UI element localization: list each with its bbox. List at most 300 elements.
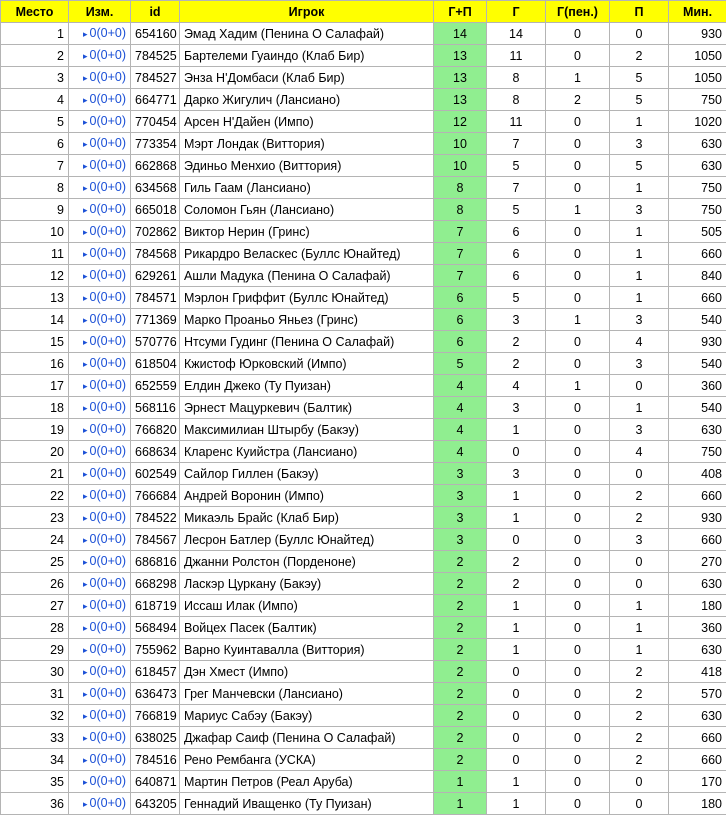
- assists-cell: 1: [610, 265, 669, 287]
- col-header-player[interactable]: Игрок: [180, 1, 434, 23]
- change-cell[interactable]: [69, 375, 131, 397]
- right-triangle-icon: ▸: [83, 359, 88, 369]
- goals-cell: 0: [487, 683, 546, 705]
- assists-cell: 3: [610, 353, 669, 375]
- col-header-id[interactable]: id: [131, 1, 180, 23]
- player-id-cell: 668298: [131, 573, 180, 595]
- assists-cell: 1: [610, 177, 669, 199]
- table-row[interactable]: [1, 287, 726, 309]
- change-cell[interactable]: [69, 463, 131, 485]
- place-cell: 17: [1, 375, 69, 397]
- minutes-cell: 630: [669, 133, 726, 155]
- table-row[interactable]: [1, 771, 726, 793]
- goals-assists-cell: 5: [434, 353, 487, 375]
- place-cell: 14: [1, 309, 69, 331]
- col-header-goals[interactable]: Г: [487, 1, 546, 23]
- col-header-place[interactable]: Место: [1, 1, 69, 23]
- minutes-cell: 505: [669, 221, 726, 243]
- player-name-cell[interactable]: Мэрт Лондак (Виттория): [180, 133, 434, 155]
- table-row[interactable]: [1, 89, 726, 111]
- assists-cell: 1: [610, 397, 669, 419]
- player-id-cell: 654160: [131, 23, 180, 45]
- penalty-goals-cell: 0: [546, 265, 610, 287]
- place-cell: 3: [1, 67, 69, 89]
- assists-cell: 1: [610, 287, 669, 309]
- goals-assists-cell: 8: [434, 177, 487, 199]
- change-cell[interactable]: [69, 683, 131, 705]
- change-cell[interactable]: [69, 507, 131, 529]
- place-cell: 1: [1, 23, 69, 45]
- penalty-goals-cell: 0: [546, 485, 610, 507]
- change-cell[interactable]: [69, 331, 131, 353]
- player-id-cell: 662868: [131, 155, 180, 177]
- player-id-cell: 618504: [131, 353, 180, 375]
- table-row[interactable]: [1, 617, 726, 639]
- penalty-goals-cell: 0: [546, 529, 610, 551]
- minutes-cell: 750: [669, 177, 726, 199]
- goals-cell: 0: [487, 661, 546, 683]
- change-value: 0(0+0): [90, 774, 126, 788]
- player-id-cell: 770454: [131, 111, 180, 133]
- table-body: [1, 23, 726, 815]
- table-row[interactable]: [1, 331, 726, 353]
- goals-cell: 8: [487, 67, 546, 89]
- player-id-cell: 784571: [131, 287, 180, 309]
- assists-cell: 2: [610, 683, 669, 705]
- place-cell: 19: [1, 419, 69, 441]
- table-row[interactable]: [1, 45, 726, 67]
- table-row[interactable]: [1, 485, 726, 507]
- goals-cell: 5: [487, 287, 546, 309]
- place-cell: 36: [1, 793, 69, 815]
- change-cell[interactable]: [69, 23, 131, 45]
- assists-cell: 3: [610, 133, 669, 155]
- right-triangle-icon: ▸: [83, 711, 88, 721]
- change-value: 0(0+0): [90, 224, 126, 238]
- table-row[interactable]: [1, 221, 726, 243]
- penalty-goals-cell: 0: [546, 221, 610, 243]
- goals-assists-cell: 7: [434, 221, 487, 243]
- assists-cell: 1: [610, 639, 669, 661]
- place-cell: 26: [1, 573, 69, 595]
- player-name-cell[interactable]: Микаэль Брайс (Клаб Бир): [180, 507, 434, 529]
- minutes-cell: 660: [669, 485, 726, 507]
- table-row[interactable]: [1, 419, 726, 441]
- change-cell[interactable]: [69, 155, 131, 177]
- right-triangle-icon: ▸: [83, 491, 88, 501]
- place-cell: 12: [1, 265, 69, 287]
- right-triangle-icon: ▸: [83, 161, 88, 171]
- place-cell: 28: [1, 617, 69, 639]
- player-name-cell[interactable]: Энза Н'Домбаси (Клаб Бир): [180, 67, 434, 89]
- change-cell[interactable]: [69, 199, 131, 221]
- table-row[interactable]: [1, 155, 726, 177]
- table-row[interactable]: [1, 67, 726, 89]
- goals-assists-cell: 3: [434, 507, 487, 529]
- assists-cell: 2: [610, 45, 669, 67]
- penalty-goals-cell: 0: [546, 463, 610, 485]
- table-row[interactable]: [1, 243, 726, 265]
- player-name-cell[interactable]: Джафар Саиф (Пенина О Салафай): [180, 727, 434, 749]
- minutes-cell: 750: [669, 441, 726, 463]
- change-value: 0(0+0): [90, 554, 126, 568]
- assists-cell: 0: [610, 573, 669, 595]
- change-cell[interactable]: [69, 221, 131, 243]
- table-row[interactable]: [1, 595, 726, 617]
- player-id-cell: 784522: [131, 507, 180, 529]
- change-value: 0(0+0): [90, 400, 126, 414]
- change-value: 0(0+0): [90, 92, 126, 106]
- change-value: 0(0+0): [90, 378, 126, 392]
- place-cell: 27: [1, 595, 69, 617]
- right-triangle-icon: ▸: [83, 623, 88, 633]
- change-cell[interactable]: [69, 419, 131, 441]
- table-row[interactable]: [1, 397, 726, 419]
- goals-assists-cell: 12: [434, 111, 487, 133]
- table-row[interactable]: [1, 573, 726, 595]
- change-value: 0(0+0): [90, 114, 126, 128]
- minutes-cell: 660: [669, 727, 726, 749]
- right-triangle-icon: ▸: [83, 183, 88, 193]
- player-name-cell[interactable]: Елдин Джеко (Ту Пуизан): [180, 375, 434, 397]
- table-row[interactable]: [1, 111, 726, 133]
- change-cell[interactable]: [69, 265, 131, 287]
- player-name-cell[interactable]: Гиль Гаам (Лансиано): [180, 177, 434, 199]
- player-id-cell: 664771: [131, 89, 180, 111]
- goals-cell: 6: [487, 243, 546, 265]
- minutes-cell: 630: [669, 705, 726, 727]
- minutes-cell: 930: [669, 507, 726, 529]
- place-cell: 2: [1, 45, 69, 67]
- penalty-goals-cell: 0: [546, 595, 610, 617]
- change-cell[interactable]: [69, 133, 131, 155]
- player-name-cell[interactable]: Грег Манчевски (Лансиано): [180, 683, 434, 705]
- change-cell[interactable]: [69, 89, 131, 111]
- right-triangle-icon: ▸: [83, 689, 88, 699]
- player-id-cell: 668634: [131, 441, 180, 463]
- table-row[interactable]: [1, 507, 726, 529]
- change-cell[interactable]: [69, 45, 131, 67]
- change-cell[interactable]: [69, 67, 131, 89]
- minutes-cell: 408: [669, 463, 726, 485]
- right-triangle-icon: ▸: [83, 425, 88, 435]
- player-name-cell[interactable]: Дэн Хмест (Импо): [180, 661, 434, 683]
- assists-cell: 1: [610, 221, 669, 243]
- col-header-change[interactable]: Изм.: [69, 1, 131, 23]
- player-id-cell: 755962: [131, 639, 180, 661]
- place-cell: 8: [1, 177, 69, 199]
- player-name-cell[interactable]: Кжистоф Юрковский (Импо): [180, 353, 434, 375]
- place-cell: 21: [1, 463, 69, 485]
- goals-cell: 3: [487, 397, 546, 419]
- penalty-goals-cell: 0: [546, 793, 610, 815]
- change-cell[interactable]: [69, 661, 131, 683]
- player-name-cell[interactable]: Ласкэр Цуркану (Бакэу): [180, 573, 434, 595]
- player-name-cell[interactable]: Арсен Н'Дайен (Импо): [180, 111, 434, 133]
- player-id-cell: 771369: [131, 309, 180, 331]
- place-cell: 11: [1, 243, 69, 265]
- goals-assists-cell: 7: [434, 265, 487, 287]
- right-triangle-icon: ▸: [83, 227, 88, 237]
- player-name-cell[interactable]: Иссаш Илак (Импо): [180, 595, 434, 617]
- minutes-cell: 840: [669, 265, 726, 287]
- penalty-goals-cell: 0: [546, 419, 610, 441]
- place-cell: 9: [1, 199, 69, 221]
- minutes-cell: 630: [669, 419, 726, 441]
- assists-cell: 4: [610, 441, 669, 463]
- change-cell[interactable]: [69, 705, 131, 727]
- header-row: [1, 1, 726, 23]
- change-cell[interactable]: [69, 771, 131, 793]
- assists-cell: 2: [610, 507, 669, 529]
- table-row[interactable]: [1, 727, 726, 749]
- penalty-goals-cell: 0: [546, 155, 610, 177]
- right-triangle-icon: ▸: [83, 733, 88, 743]
- goals-cell: 4: [487, 375, 546, 397]
- assists-cell: 2: [610, 661, 669, 683]
- goals-cell: 2: [487, 331, 546, 353]
- table-row[interactable]: [1, 309, 726, 331]
- assists-cell: 5: [610, 155, 669, 177]
- place-cell: 4: [1, 89, 69, 111]
- change-cell[interactable]: [69, 749, 131, 771]
- penalty-goals-cell: 0: [546, 573, 610, 595]
- player-name-cell[interactable]: Дарко Жигулич (Лансиано): [180, 89, 434, 111]
- goals-cell: 1: [487, 771, 546, 793]
- change-value: 0(0+0): [90, 664, 126, 678]
- right-triangle-icon: ▸: [83, 249, 88, 259]
- minutes-cell: 930: [669, 331, 726, 353]
- minutes-cell: 170: [669, 771, 726, 793]
- minutes-cell: 660: [669, 529, 726, 551]
- place-cell: 18: [1, 397, 69, 419]
- place-cell: 10: [1, 221, 69, 243]
- player-id-cell: 568494: [131, 617, 180, 639]
- change-value: 0(0+0): [90, 158, 126, 172]
- place-cell: 22: [1, 485, 69, 507]
- goals-cell: 6: [487, 221, 546, 243]
- player-name-cell[interactable]: Рено Рембанга (УСКА): [180, 749, 434, 771]
- change-value: 0(0+0): [90, 620, 126, 634]
- change-cell[interactable]: [69, 727, 131, 749]
- change-cell[interactable]: [69, 111, 131, 133]
- table-row[interactable]: [1, 199, 726, 221]
- penalty-goals-cell: 0: [546, 177, 610, 199]
- goals-assists-cell: 2: [434, 573, 487, 595]
- player-name-cell[interactable]: Эмад Хадим (Пенина О Салафай): [180, 23, 434, 45]
- change-cell[interactable]: [69, 617, 131, 639]
- minutes-cell: 270: [669, 551, 726, 573]
- assists-cell: 3: [610, 199, 669, 221]
- penalty-goals-cell: 0: [546, 397, 610, 419]
- place-cell: 25: [1, 551, 69, 573]
- change-value: 0(0+0): [90, 246, 126, 260]
- penalty-goals-cell: 0: [546, 705, 610, 727]
- change-cell[interactable]: [69, 441, 131, 463]
- penalty-goals-cell: 0: [546, 111, 610, 133]
- table-row[interactable]: [1, 639, 726, 661]
- penalty-goals-cell: 0: [546, 639, 610, 661]
- change-value: 0(0+0): [90, 510, 126, 524]
- goals-cell: 1: [487, 485, 546, 507]
- goals-assists-cell: 2: [434, 749, 487, 771]
- goals-cell: 1: [487, 419, 546, 441]
- player-id-cell: 665018: [131, 199, 180, 221]
- place-cell: 16: [1, 353, 69, 375]
- assists-cell: 0: [610, 771, 669, 793]
- penalty-goals-cell: 0: [546, 661, 610, 683]
- player-name-cell[interactable]: Рикардро Веласкес (Буллс Юнайтед): [180, 243, 434, 265]
- change-cell[interactable]: [69, 309, 131, 331]
- goals-cell: 2: [487, 551, 546, 573]
- goals-cell: 0: [487, 727, 546, 749]
- player-name-cell[interactable]: Эдиньо Менхио (Виттория): [180, 155, 434, 177]
- table-row[interactable]: [1, 23, 726, 45]
- player-name-cell[interactable]: Геннадий Иващенко (Ту Пуизан): [180, 793, 434, 815]
- table-row[interactable]: [1, 463, 726, 485]
- change-cell[interactable]: [69, 287, 131, 309]
- player-name-cell[interactable]: Мариус Сабэу (Бакэу): [180, 705, 434, 727]
- penalty-goals-cell: 2: [546, 89, 610, 111]
- penalty-goals-cell: 0: [546, 727, 610, 749]
- player-name-cell[interactable]: Мэрлон Гриффит (Буллс Юнайтед): [180, 287, 434, 309]
- right-triangle-icon: ▸: [83, 755, 88, 765]
- goals-assists-cell: 2: [434, 617, 487, 639]
- goals-cell: 0: [487, 705, 546, 727]
- table-row[interactable]: [1, 705, 726, 727]
- change-cell[interactable]: [69, 397, 131, 419]
- change-cell[interactable]: [69, 551, 131, 573]
- player-name-cell[interactable]: Виктор Нерин (Гринс): [180, 221, 434, 243]
- change-cell[interactable]: [69, 573, 131, 595]
- change-cell[interactable]: [69, 485, 131, 507]
- right-triangle-icon: ▸: [83, 95, 88, 105]
- table-row[interactable]: [1, 661, 726, 683]
- assists-cell: 3: [610, 309, 669, 331]
- place-cell: 34: [1, 749, 69, 771]
- goals-assists-cell: 6: [434, 287, 487, 309]
- goals-assists-cell: 13: [434, 45, 487, 67]
- change-cell[interactable]: [69, 177, 131, 199]
- goals-cell: 3: [487, 463, 546, 485]
- change-value: 0(0+0): [90, 708, 126, 722]
- player-name-cell[interactable]: Марко Проаньо Яньез (Гринс): [180, 309, 434, 331]
- player-name-cell[interactable]: Варно Куинтавалла (Виттория): [180, 639, 434, 661]
- table-row[interactable]: [1, 177, 726, 199]
- change-value: 0(0+0): [90, 444, 126, 458]
- right-triangle-icon: ▸: [83, 601, 88, 611]
- table-row[interactable]: [1, 265, 726, 287]
- goals-cell: 1: [487, 507, 546, 529]
- player-name-cell[interactable]: Сайлор Гиллен (Бакэу): [180, 463, 434, 485]
- minutes-cell: 630: [669, 639, 726, 661]
- col-header-minutes[interactable]: Мин.: [669, 1, 726, 23]
- minutes-cell: 540: [669, 397, 726, 419]
- goals-assists-cell: 2: [434, 551, 487, 573]
- right-triangle-icon: ▸: [83, 469, 88, 479]
- col-header-goals-assists[interactable]: Г+П: [434, 1, 487, 23]
- goals-cell: 5: [487, 199, 546, 221]
- assists-cell: 0: [610, 463, 669, 485]
- change-value: 0(0+0): [90, 642, 126, 656]
- player-id-cell: 640871: [131, 771, 180, 793]
- player-name-cell[interactable]: Войцех Пасек (Балтик): [180, 617, 434, 639]
- player-id-cell: 784567: [131, 529, 180, 551]
- player-id-cell: 784527: [131, 67, 180, 89]
- change-cell[interactable]: [69, 353, 131, 375]
- player-name-cell[interactable]: Мартин Петров (Реал Аруба): [180, 771, 434, 793]
- penalty-goals-cell: 0: [546, 243, 610, 265]
- change-value: 0(0+0): [90, 268, 126, 282]
- place-cell: 7: [1, 155, 69, 177]
- table-row[interactable]: [1, 441, 726, 463]
- table-row[interactable]: [1, 683, 726, 705]
- player-name-cell[interactable]: Нтсуми Гудинг (Пенина О Салафай): [180, 331, 434, 353]
- player-name-cell[interactable]: Бартелеми Гуаиндо (Клаб Бир): [180, 45, 434, 67]
- goals-assists-cell: 2: [434, 661, 487, 683]
- goals-assists-cell: 3: [434, 529, 487, 551]
- goals-assists-cell: 6: [434, 331, 487, 353]
- goals-cell: 1: [487, 617, 546, 639]
- penalty-goals-cell: 0: [546, 771, 610, 793]
- minutes-cell: 180: [669, 595, 726, 617]
- right-triangle-icon: ▸: [83, 117, 88, 127]
- change-value: 0(0+0): [90, 312, 126, 326]
- assists-cell: 1: [610, 111, 669, 133]
- table-row[interactable]: [1, 375, 726, 397]
- minutes-cell: 540: [669, 309, 726, 331]
- minutes-cell: 930: [669, 23, 726, 45]
- table-row[interactable]: [1, 133, 726, 155]
- change-cell[interactable]: [69, 793, 131, 815]
- change-cell[interactable]: [69, 639, 131, 661]
- assists-cell: 2: [610, 749, 669, 771]
- change-cell[interactable]: [69, 243, 131, 265]
- player-id-cell: 618719: [131, 595, 180, 617]
- place-cell: 23: [1, 507, 69, 529]
- player-name-cell[interactable]: Ашли Мадука (Пенина О Салафай): [180, 265, 434, 287]
- table-row[interactable]: [1, 353, 726, 375]
- player-name-cell[interactable]: Джанни Ролстон (Порденоне): [180, 551, 434, 573]
- player-name-cell[interactable]: Соломон Гьян (Лансиано): [180, 199, 434, 221]
- change-value: 0(0+0): [90, 290, 126, 304]
- place-cell: 35: [1, 771, 69, 793]
- col-header-penalty-goals[interactable]: Г(пен.): [546, 1, 610, 23]
- change-cell[interactable]: [69, 529, 131, 551]
- player-name-cell[interactable]: Эрнест Мацуркевич (Балтик): [180, 397, 434, 419]
- goals-cell: 7: [487, 133, 546, 155]
- goals-assists-cell: 10: [434, 155, 487, 177]
- player-name-cell[interactable]: Кларенс Куийстра (Лансиано): [180, 441, 434, 463]
- goals-assists-cell: 1: [434, 771, 487, 793]
- table-row[interactable]: [1, 551, 726, 573]
- table-row[interactable]: [1, 793, 726, 815]
- goals-assists-cell: 6: [434, 309, 487, 331]
- goals-cell: 0: [487, 749, 546, 771]
- change-value: 0(0+0): [90, 70, 126, 84]
- player-name-cell[interactable]: Андрей Воронин (Импо): [180, 485, 434, 507]
- right-triangle-icon: ▸: [83, 205, 88, 215]
- penalty-goals-cell: 1: [546, 67, 610, 89]
- table-row[interactable]: [1, 749, 726, 771]
- player-name-cell[interactable]: Лесрон Батлер (Буллс Юнайтед): [180, 529, 434, 551]
- table-row[interactable]: [1, 529, 726, 551]
- penalty-goals-cell: 1: [546, 309, 610, 331]
- player-name-cell[interactable]: Максимилиан Штырбу (Бакэу): [180, 419, 434, 441]
- col-header-assists[interactable]: П: [610, 1, 669, 23]
- change-cell[interactable]: [69, 595, 131, 617]
- change-value: 0(0+0): [90, 422, 126, 436]
